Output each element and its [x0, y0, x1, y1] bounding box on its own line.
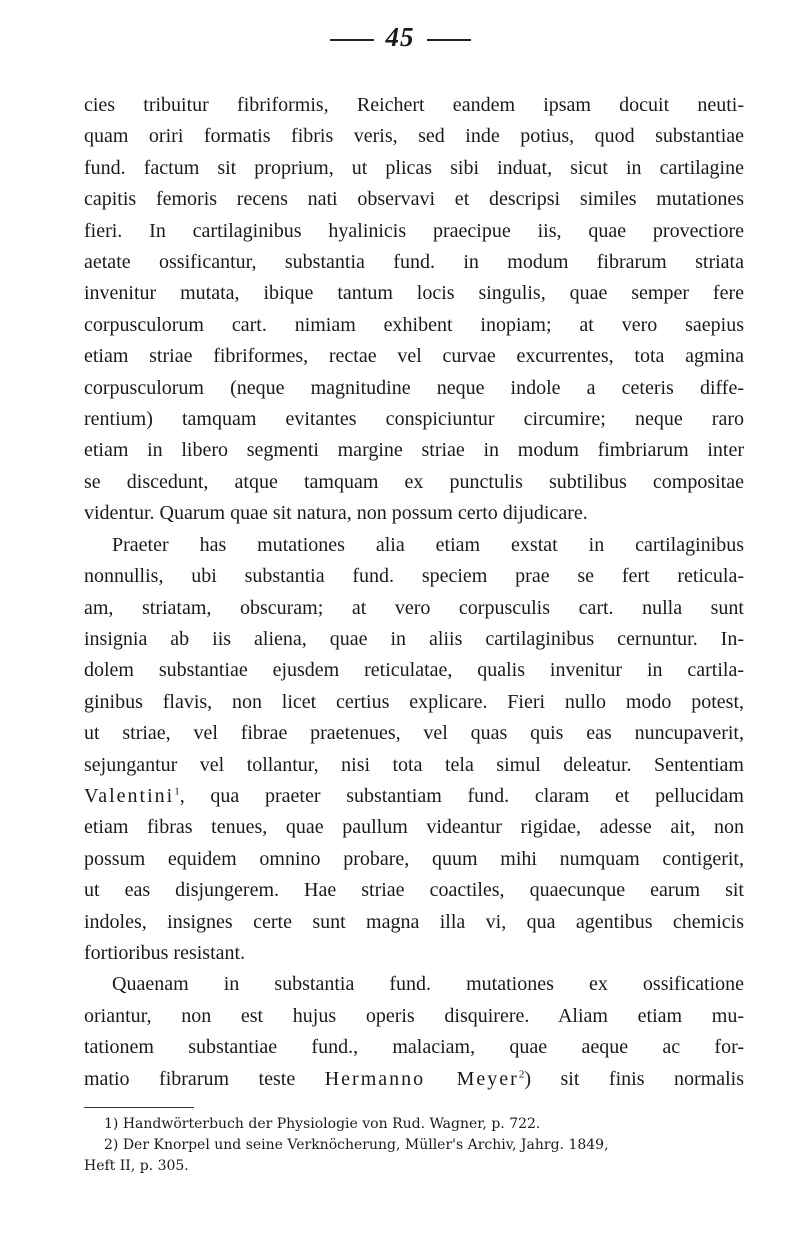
- page-header: [0, 22, 800, 53]
- footnotes: [84, 1114, 744, 1177]
- text-line: ut eas disjungerem. Hae striae coactiles, quaecunque earum sit: [84, 879, 744, 902]
- text-line: ut striae, vel fibrae praetenues, vel quas quis eas nuncupaverit,: [84, 722, 744, 745]
- text-line: etiam fibras tenues, quae paullum videantur rigidae, adesse ait, non: [84, 816, 744, 839]
- text-line: possum equidem omnino probare, quum mihi numquam contigerit,: [84, 847, 744, 870]
- text-line: invenitur mutata, ibique tantum locis singulis, quae semper fere: [84, 282, 744, 305]
- text-line: fund. factum sit proprium, ut plicas sibi induat, sicut in cartilagine: [84, 156, 744, 179]
- text-line: etiam in libero segmenti margine striae in modum fimbriarum inter: [84, 439, 744, 462]
- paragraph-3: [84, 969, 744, 1095]
- text-line: rentium) tamquam evitantes conspiciuntur circumire; neque raro: [84, 408, 744, 431]
- paragraph-1: [84, 90, 744, 530]
- text-line: insignia ab iis aliena, quae in aliis cartilaginibus cernuntur. In-: [84, 627, 744, 650]
- text-line: etiam striae fibriformes, rectae vel curvae excurrentes, tota agmina: [84, 345, 744, 368]
- text-line: capitis femoris recens nati observavi et descripsi similes mutationes: [84, 188, 744, 211]
- footnote-divider: [84, 1107, 194, 1108]
- header-rule-right: [427, 39, 471, 41]
- footnote-mark: 1): [104, 1116, 119, 1132]
- text-line: fortioribus resistant.: [84, 941, 246, 964]
- text-line: fieri. In cartilaginibus hyalinicis praecipue iis, quae provectiore: [84, 219, 744, 242]
- text-line-citation: [84, 781, 744, 812]
- text-line: videntur. Quarum quae sit natura, non possum certo dijudicare.: [84, 502, 588, 525]
- text-line: indoles, insignes certe sunt magna illa vi, qua agentibus chemicis: [84, 910, 744, 933]
- footnote-ref: 2: [518, 1067, 525, 1080]
- footnote-text: Handwörterbuch der Physiologie von Rud. Wagner, p. 722.: [122, 1116, 541, 1132]
- citation-post: , qua praeter substantiam fund. claram et pellucidam: [179, 784, 744, 807]
- page-number: 45: [385, 22, 415, 52]
- footnote-mark: 2): [104, 1137, 119, 1153]
- text-line: Quaenam in substantia fund. mutationes ex ossificatione: [112, 973, 744, 996]
- text-line: am, striatam, obscuram; at vero corpusculis cart. nulla sunt: [84, 596, 744, 619]
- paragraph-2: [84, 530, 744, 970]
- text-line: quam oriri formatis fibris veris, sed inde potius, quod substantiae: [84, 125, 744, 148]
- footnote-ref: 1: [174, 785, 180, 798]
- footnote-1: [104, 1114, 744, 1135]
- author-name: Hermanno Meyer: [324, 1067, 519, 1090]
- footnote-2: [104, 1135, 744, 1156]
- main-text: [84, 90, 744, 1095]
- text-line: Praeter has mutationes alia etiam exstat in cartilaginibus: [112, 533, 744, 556]
- citation-pre: matio fibrarum teste: [84, 1067, 325, 1090]
- text-line: se discedunt, atque tamquam ex punctulis subtilibus compositae: [84, 470, 744, 493]
- text-line: corpusculorum cart. nimiam exhibent inopiam; at vero saepius: [84, 313, 744, 336]
- text-line: sejungantur vel tollantur, nisi tota tela simul deleatur. Sententiam: [84, 753, 744, 776]
- author-name: Valentini: [84, 784, 175, 807]
- text-line: ginibus flavis, non licet certius explicare. Fieri nullo modo potest,: [84, 690, 744, 713]
- text-line: nonnullis, ubi substantia fund. speciem prae se fert reticula-: [84, 565, 744, 588]
- text-line: cies tribuitur fibriformis, Reichert eandem ipsam docuit neuti-: [84, 94, 744, 116]
- text-line: oriantur, non est hujus operis disquirere. Aliam etiam mu-: [84, 1004, 744, 1027]
- citation-post: ) sit finis normalis: [524, 1067, 744, 1090]
- header-rule-left: [330, 39, 374, 41]
- text-line: aetate ossificantur, substantia fund. in modum fibrarum striata: [84, 251, 744, 274]
- footnote-2-continuation: Heft II, p. 305.: [84, 1158, 189, 1174]
- text-line: dolem substantiae ejusdem reticulatae, qualis invenitur in cartila-: [84, 659, 744, 682]
- text-line-citation: [84, 1064, 744, 1095]
- footnote-text: Der Knorpel und seine Verknöcherung, Müller's Archiv, Jahrg. 1849,: [122, 1137, 609, 1153]
- text-line: corpusculorum (neque magnitudine neque indole a ceteris diffe-: [84, 376, 744, 399]
- text-line: tationem substantiae fund., malaciam, quae aeque ac for-: [84, 1036, 744, 1059]
